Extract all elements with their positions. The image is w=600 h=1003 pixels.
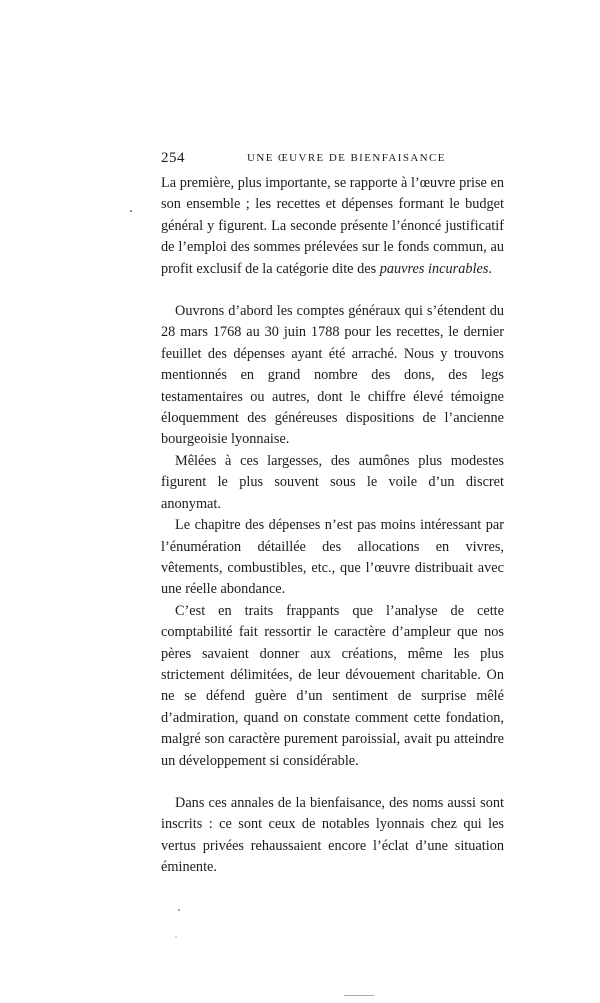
paragraph-1-emphasis: pauvres incurables (379, 260, 489, 277)
running-title: UNE ŒUVRE DE BIENFAISANCE (247, 152, 446, 164)
paper-speck (130, 210, 132, 212)
page-number: 254 (161, 150, 185, 166)
paragraph-3: Mêlées à ces largesses, des aumônes plus modestes figurent le plus souvent sous le voile d’un discret anonymat. (161, 452, 504, 512)
paragraph-1-end: . (488, 260, 492, 277)
body-text (161, 173, 504, 879)
paragraph-2: Ouvrons d’abord les comptes généraux qui s’étendent du 28 mars 1768 au 30 juin 1788 pour les recettes, le dernier feuillet des dépenses ayant été arraché. Nous y trouvons mentionnés en grand nombre des dons, des legs testamentaires ou autres, dont le chiffre élevé témoigne éloquemment des généreuses dispositions de l’ancienne bourgeoisie lyonnaise. (161, 303, 504, 448)
paragraph-1 (161, 173, 504, 280)
page-header (161, 150, 504, 170)
paragraph-5: C’est en traits frappants que l’analyse de cette comptabilité fait ressortir le caractère d’ampleur que nos pères savaient donner aux créations, même les plus strictement délimitées, de leur dévouement charitable. On ne se défend guère d’un sentiment de surprise mêlé d’admiration, quand on constate comment cette fondation, malgré son caractère purement paroissial, avait pu atteindre un développement si considérable. (161, 602, 504, 769)
paper-speck (178, 909, 180, 911)
paragraph-6: Dans ces annales de la bienfaisance, des noms aussi sont inscrits : ce sont ceux de notables lyonnais chez qui les vertus privées rehaussaient encore l’éclat d’une situation éminente. (161, 794, 504, 876)
paper-speck (344, 995, 374, 996)
paper-speck (175, 936, 177, 938)
paragraph-4: Le chapitre des dépenses n’est pas moins intéressant par l’énumération détaillée des allocations en vivres, vêtements, combustibles, etc., que l’œuvre distribuait avec une réelle abondance. (161, 517, 504, 598)
paragraph-1-text: La première, plus importante, se rapporte à l’œuvre prise en son ensemble ; les recettes et dépenses formant le budget général y figurent. La seconde présente l’énoncé justificatif de l’emploi des sommes prélevées sur le fonds commun, au profit exclusif de la catégorie dite des (161, 175, 504, 277)
